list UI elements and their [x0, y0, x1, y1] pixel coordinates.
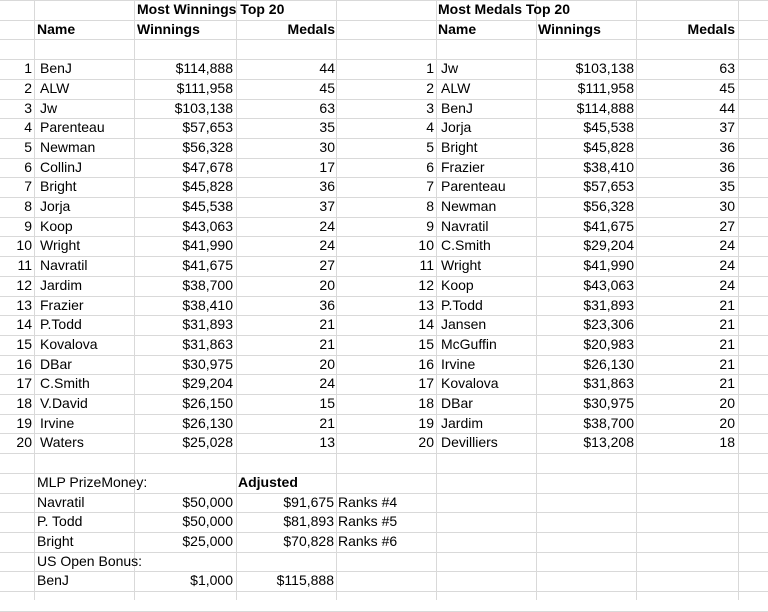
right-row-name[interactable]: P.Todd [441, 296, 483, 313]
right-row-name[interactable]: BenJ [441, 99, 473, 116]
right-row-medals[interactable]: 35 [719, 178, 735, 195]
left-row-rank[interactable]: 4 [24, 119, 32, 136]
right-row-rank[interactable]: 5 [426, 138, 434, 155]
column-gridline [436, 0, 437, 600]
left-row-name[interactable]: BenJ [40, 60, 72, 77]
left-row-rank[interactable]: 1 [24, 60, 32, 77]
right-header-name[interactable]: Name [438, 20, 477, 37]
left-row-winnings[interactable]: $43,063 [182, 217, 233, 234]
right-row-rank[interactable]: 14 [418, 316, 434, 333]
row-gridline [0, 453, 768, 454]
right-row-medals[interactable]: 20 [719, 395, 735, 411]
left-row-name[interactable]: Kovalova [40, 335, 98, 352]
prize-row-note[interactable]: Ranks #5 [338, 513, 398, 530]
left-row-medals[interactable]: 24 [319, 375, 335, 392]
prize-row-name[interactable]: P. Todd [37, 513, 83, 530]
right-row-winnings[interactable]: $23,306 [583, 316, 634, 333]
right-row-rank[interactable]: 20 [418, 434, 434, 451]
left-row-medals[interactable]: 20 [319, 355, 335, 372]
right-row-rank[interactable]: 11 [419, 257, 434, 274]
left-row-name[interactable]: Jorja [40, 198, 71, 214]
left-row-name[interactable]: CollinJ [40, 158, 83, 175]
prize-label[interactable]: MLP PrizeMoney: [37, 473, 148, 490]
right-row-medals[interactable]: 21 [719, 355, 735, 372]
left-row-medals[interactable]: 21 [319, 316, 335, 333]
right-row-name[interactable]: DBar [441, 395, 473, 411]
right-row-rank[interactable]: 3 [426, 99, 434, 116]
right-row-name[interactable]: Jardim [441, 414, 484, 431]
left-row-winnings[interactable]: $30,975 [182, 355, 233, 372]
right-row-name[interactable]: Kovalova [441, 375, 499, 392]
left-row-name[interactable]: DBar [40, 355, 72, 372]
right-row-rank[interactable]: 1 [426, 60, 434, 77]
right-row-medals[interactable]: 44 [719, 99, 735, 116]
right-row-rank[interactable]: 13 [418, 296, 434, 313]
left-row-winnings[interactable]: $26,150 [182, 395, 233, 411]
right-row-medals[interactable]: 21 [719, 335, 735, 352]
column-gridline [34, 0, 35, 600]
left-row-name[interactable]: C.Smith [40, 375, 90, 392]
left-row-medals[interactable]: 36 [319, 296, 335, 313]
left-row-winnings[interactable]: $29,204 [182, 375, 233, 392]
left-row-medals[interactable]: 44 [319, 60, 335, 77]
right-row-name[interactable]: McGuffin [441, 335, 497, 352]
right-row-name[interactable]: Irvine [441, 355, 476, 372]
right-row-winnings[interactable]: $43,063 [583, 276, 634, 293]
left-row-winnings[interactable]: $41,990 [182, 237, 233, 254]
right-row-rank[interactable]: 9 [426, 217, 434, 234]
left-row-medals[interactable]: 13 [319, 434, 335, 451]
right-row-winnings[interactable]: $57,653 [583, 178, 634, 195]
left-row-name[interactable]: Newman [40, 138, 96, 155]
right-table-title[interactable]: Most Medals Top 20 [438, 1, 570, 17]
left-row-name[interactable]: Waters [40, 434, 84, 451]
right-row-winnings[interactable]: $45,538 [583, 119, 634, 136]
left-row-medals[interactable]: 20 [319, 276, 335, 293]
right-row-winnings[interactable]: $30,975 [583, 395, 634, 411]
right-row-name[interactable]: Navratil [441, 217, 489, 234]
right-row-rank[interactable]: 17 [418, 375, 434, 392]
prize-row-adjusted[interactable]: $81,893 [283, 513, 334, 530]
left-row-winnings[interactable]: $47,678 [182, 158, 233, 175]
left-row-winnings[interactable]: $38,410 [182, 296, 233, 313]
right-row-medals[interactable]: 30 [719, 198, 735, 214]
prize-row-amount[interactable]: $50,000 [182, 513, 233, 530]
left-row-rank[interactable]: 9 [24, 217, 32, 234]
right-row-winnings[interactable]: $29,204 [583, 237, 634, 254]
left-row-medals[interactable]: 30 [319, 138, 335, 155]
right-row-rank[interactable]: 16 [418, 355, 434, 372]
row-gridline [0, 591, 768, 592]
right-row-winnings[interactable]: $38,410 [583, 158, 634, 175]
left-row-winnings[interactable]: $31,863 [182, 335, 233, 352]
left-row-rank[interactable]: 15 [16, 335, 32, 352]
left-row-name[interactable]: Wright [40, 237, 81, 254]
left-row-winnings[interactable]: $111,958 [176, 79, 233, 96]
right-row-rank[interactable]: 18 [418, 395, 434, 411]
right-row-winnings[interactable]: $111,958 [577, 79, 634, 96]
left-row-medals[interactable]: 63 [319, 99, 335, 116]
left-row-rank[interactable]: 12 [16, 276, 32, 293]
right-row-medals[interactable]: 36 [719, 138, 735, 155]
right-row-winnings[interactable]: $38,700 [583, 414, 634, 431]
right-row-medals[interactable]: 27 [719, 217, 735, 234]
right-row-name[interactable]: Koop [441, 276, 474, 293]
prize-row-adjusted[interactable]: $91,675 [283, 493, 334, 510]
left-row-medals[interactable]: 37 [319, 198, 335, 214]
left-row-name[interactable]: Bright [40, 178, 77, 195]
column-gridline [636, 0, 637, 600]
right-row-winnings[interactable]: $26,130 [583, 355, 634, 372]
right-row-medals[interactable]: 24 [719, 257, 735, 274]
right-row-rank[interactable]: 19 [418, 414, 434, 431]
left-row-winnings[interactable]: $114,888 [175, 60, 233, 77]
left-row-rank[interactable]: 3 [24, 99, 32, 116]
right-row-name[interactable]: Jansen [441, 316, 487, 333]
left-row-rank[interactable]: 8 [24, 198, 32, 214]
left-row-rank[interactable]: 11 [17, 257, 32, 274]
column-gridline [336, 0, 337, 600]
left-row-medals[interactable]: 24 [319, 217, 335, 234]
right-header-winnings[interactable]: Winnings [538, 20, 601, 37]
left-row-winnings[interactable]: $57,653 [182, 119, 233, 136]
left-row-name[interactable]: Navratil [40, 257, 88, 274]
right-row-name[interactable]: C.Smith [441, 237, 491, 254]
right-row-winnings[interactable]: $31,893 [583, 296, 634, 313]
left-row-rank[interactable]: 14 [16, 316, 32, 333]
right-row-medals[interactable]: 20 [719, 414, 735, 431]
left-row-rank[interactable]: 19 [16, 414, 32, 431]
right-row-medals[interactable]: 45 [719, 79, 735, 96]
right-row-name[interactable]: Parenteau [441, 178, 506, 195]
right-row-medals[interactable]: 36 [719, 158, 735, 175]
prize-row-adjusted[interactable]: $70,828 [283, 532, 334, 549]
left-row-rank[interactable]: 17 [16, 375, 32, 392]
right-row-medals[interactable]: 18 [719, 434, 735, 451]
right-row-rank[interactable]: 8 [426, 198, 434, 214]
right-row-winnings[interactable]: $41,990 [583, 257, 634, 274]
left-table-title[interactable]: Most Winnings Top 20 [137, 1, 285, 17]
right-row-medals[interactable]: 37 [719, 119, 735, 136]
right-row-winnings[interactable]: $56,328 [583, 198, 634, 214]
right-row-rank[interactable]: 10 [418, 237, 434, 254]
right-row-rank[interactable]: 4 [426, 119, 434, 136]
left-row-name[interactable]: Jardim [40, 276, 83, 293]
prize-row-note[interactable]: Ranks #6 [338, 532, 398, 549]
left-row-medals[interactable]: 15 [319, 395, 335, 411]
left-row-rank[interactable]: 7 [24, 178, 32, 195]
right-row-rank[interactable]: 6 [426, 158, 434, 175]
right-row-medals[interactable]: 21 [719, 316, 735, 333]
bonus-adjusted[interactable]: $115,888 [276, 572, 334, 589]
right-row-name[interactable]: Frazier [441, 158, 485, 175]
right-row-rank[interactable]: 7 [426, 178, 434, 195]
right-row-winnings[interactable]: $20,983 [583, 335, 634, 352]
adjusted-header[interactable]: Adjusted [238, 473, 298, 490]
left-row-medals[interactable]: 21 [319, 335, 335, 352]
left-header-medals[interactable]: Medals [287, 20, 335, 37]
left-row-rank[interactable]: 20 [16, 434, 32, 451]
right-row-winnings[interactable]: $103,138 [575, 60, 634, 77]
right-row-name[interactable]: Devilliers [441, 434, 498, 451]
right-row-name[interactable]: Newman [441, 198, 497, 214]
right-row-medals[interactable]: 21 [719, 296, 735, 313]
left-row-medals[interactable]: 21 [319, 414, 335, 431]
right-row-winnings[interactable]: $45,828 [583, 138, 634, 155]
row-gridline [0, 0, 768, 1]
right-row-rank[interactable]: 15 [418, 335, 434, 352]
left-row-name[interactable]: P.Todd [40, 316, 82, 333]
prize-row-name[interactable]: Navratil [37, 493, 85, 510]
left-row-rank[interactable]: 13 [16, 296, 32, 313]
right-row-name[interactable]: ALW [441, 79, 471, 96]
right-row-rank[interactable]: 12 [418, 276, 434, 293]
left-row-name[interactable]: Jw [40, 99, 58, 116]
left-row-winnings[interactable]: $26,130 [182, 414, 233, 431]
right-row-name[interactable]: Jw [441, 60, 459, 77]
left-row-medals[interactable]: 35 [319, 119, 335, 136]
left-row-name[interactable]: Koop [40, 217, 73, 234]
left-row-name[interactable]: V.David [40, 395, 88, 411]
right-row-medals[interactable]: 24 [719, 237, 735, 254]
left-row-medals[interactable]: 17 [319, 158, 335, 175]
left-row-medals[interactable]: 45 [319, 79, 335, 96]
left-row-medals[interactable]: 24 [319, 237, 335, 254]
left-row-winnings[interactable]: $45,828 [182, 178, 233, 195]
left-row-medals[interactable]: 36 [319, 178, 335, 195]
left-row-rank[interactable]: 6 [24, 158, 32, 175]
left-row-rank[interactable]: 16 [16, 355, 32, 372]
bonus-name[interactable]: BenJ [37, 572, 69, 589]
bonus-amount[interactable]: $1,000 [190, 572, 233, 589]
right-row-rank[interactable]: 2 [426, 79, 434, 96]
prize-row-amount[interactable]: $25,000 [182, 532, 233, 549]
prize-row-note[interactable]: Ranks #4 [338, 493, 398, 510]
right-row-name[interactable]: Wright [441, 257, 482, 274]
left-row-name[interactable]: Parenteau [40, 119, 105, 136]
left-row-winnings[interactable]: $25,028 [182, 434, 233, 451]
right-row-winnings[interactable]: $114,888 [576, 99, 634, 116]
left-row-rank[interactable]: 18 [16, 395, 32, 411]
left-row-medals[interactable]: 27 [319, 257, 335, 274]
left-row-winnings[interactable]: $103,138 [174, 99, 233, 116]
left-row-winnings[interactable]: $38,700 [182, 276, 233, 293]
left-row-name[interactable]: ALW [40, 79, 70, 96]
right-row-winnings[interactable]: $31,863 [583, 375, 634, 392]
prize-row-amount[interactable]: $50,000 [182, 493, 233, 510]
column-gridline [738, 0, 739, 600]
left-row-winnings[interactable]: $31,893 [182, 316, 233, 333]
left-row-winnings[interactable]: $41,675 [182, 257, 233, 274]
right-row-winnings[interactable]: $41,675 [583, 217, 634, 234]
right-header-medals[interactable]: Medals [687, 20, 735, 37]
left-header-winnings[interactable]: Winnings [137, 20, 200, 37]
right-row-medals[interactable]: 21 [719, 375, 735, 392]
right-row-winnings[interactable]: $13,208 [583, 434, 634, 451]
bonus-label[interactable]: US Open Bonus: [37, 552, 143, 569]
left-row-name[interactable]: Frazier [40, 296, 84, 313]
right-row-name[interactable]: Bright [441, 138, 478, 155]
right-row-name[interactable]: Jorja [441, 119, 472, 136]
left-row-winnings[interactable]: $45,538 [182, 198, 233, 214]
right-row-medals[interactable]: 63 [719, 60, 735, 77]
left-header-name[interactable]: Name [37, 20, 76, 37]
left-row-rank[interactable]: 2 [24, 79, 32, 96]
left-row-rank[interactable]: 10 [16, 237, 32, 254]
right-row-medals[interactable]: 24 [719, 276, 735, 293]
left-row-name[interactable]: Irvine [40, 414, 75, 431]
row-gridline [0, 39, 768, 40]
left-row-winnings[interactable]: $56,328 [182, 138, 233, 155]
left-row-rank[interactable]: 5 [24, 138, 32, 155]
prize-row-name[interactable]: Bright [37, 532, 74, 549]
